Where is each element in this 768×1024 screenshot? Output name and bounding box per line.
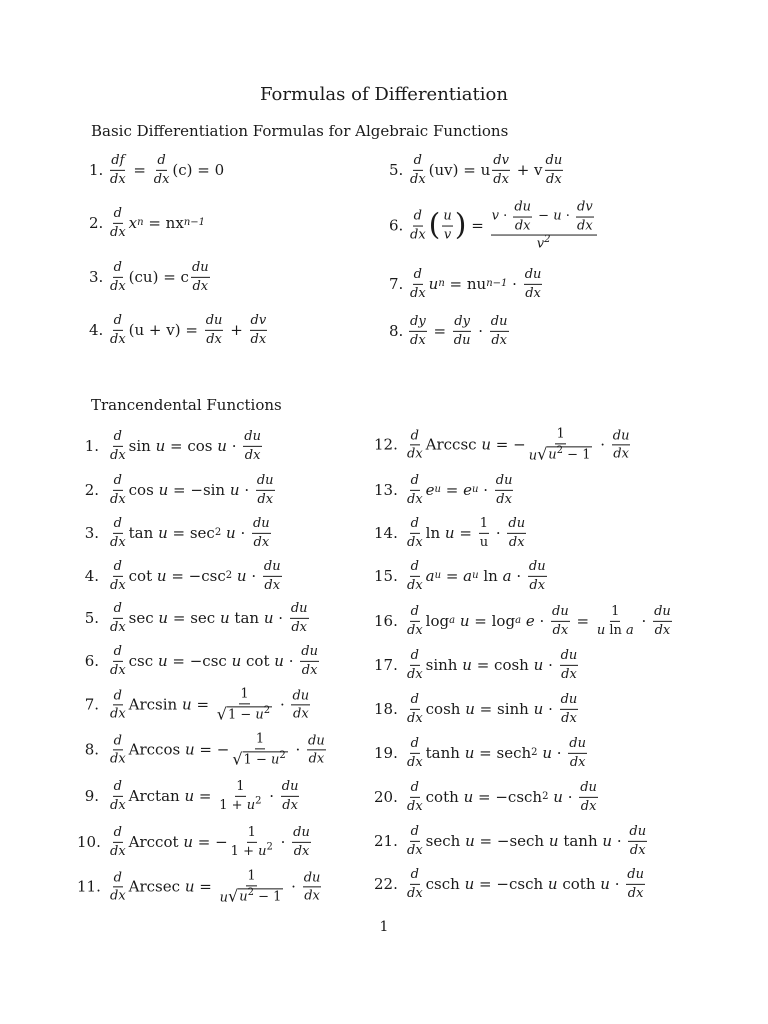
formula-trans-3: 3. d dx tan u = sec 2 u · du dx	[77, 517, 273, 549]
formula-basic-1: 1. $\frac{df}{dx}$ = $\frac{d}{dx}$ (c) = 0	[89, 152, 225, 187]
formula-trans-16: 16. d dx log a u = log a e · $\frac{du}{dx}$ = $\frac{1}{\text{u ln a}}$ · du dx	[374, 603, 671, 638]
section-heading-transcendental: Trancendental Functions	[91, 396, 282, 414]
formula-number: 11.	[77, 877, 101, 896]
formula-trans-22: 22. d dx csch u = − csch u coth u · du dx	[374, 866, 644, 901]
formula-trans-2: 2. d dx cos u = − sin u · du dx	[77, 474, 277, 506]
formula-trans-8: 8. d dx Arccos u = − 1 √ $1 - u^2$ · du dx	[77, 732, 328, 767]
formula-number: 6.	[389, 216, 404, 235]
formula-number: 12.	[374, 435, 398, 454]
formula-number: 8.	[84, 740, 99, 759]
fraction-quotient: v · du dx − u · dv dx $v^2$	[491, 201, 597, 252]
formula-trans-5: 5. d dx sec u = sec u tan u · du dx	[77, 602, 311, 634]
formula-number: 5.	[84, 608, 99, 627]
formula-number: 20.	[374, 787, 398, 806]
formula-trans-20: 20. d dx coth u = − csch 2 u · du dx	[374, 779, 597, 814]
formula-text: (c) = 0	[172, 160, 225, 179]
formula-trans-6: 6. d dx csc u = − csc u cot u · du dx	[77, 645, 321, 677]
formula-text: =	[428, 321, 451, 340]
formula-text: = nu	[444, 274, 487, 293]
formula-number: 7.	[84, 695, 99, 714]
formula-number: 1.	[89, 160, 104, 179]
section-heading-basic: Basic Differentiation Formulas for Algebraic Functions	[91, 122, 509, 140]
formula-number: 22.	[374, 874, 398, 893]
formula-number: 3.	[89, 267, 104, 286]
formula-number: 1.	[84, 436, 99, 455]
formula-text: = nx	[143, 213, 184, 232]
formula-basic-5: 5. d dx (uv) = u dv dx + v du dx	[389, 152, 563, 187]
formula-trans-21: 21. d dx sech u = − sech u tanh u · du dx	[374, 823, 647, 858]
formula-trans-18: 18. d dx cosh u = sinh u · du dx	[374, 691, 578, 726]
formula-number: 14.	[374, 523, 398, 542]
formula-number: 21.	[374, 831, 398, 850]
formula-trans-7: 7. d dx Arcsin u = 1 √ $1 - u^2$ · du dx	[77, 687, 312, 722]
formula-basic-3: 3. d dx (cu) = c du dx	[89, 259, 209, 294]
formula-basic-7: 7. d dx u n = nu n−1 · du dx	[389, 266, 542, 301]
formula-number: 10.	[77, 832, 101, 851]
formula-trans-19: 19. d dx tanh u = sech 2 u · du dx	[374, 735, 586, 770]
formula-text: (cu) = c	[128, 267, 189, 286]
formula-number: 2.	[84, 480, 99, 499]
formula-number: 8.	[389, 321, 404, 340]
formula-trans-17: 17. d dx sinh u = cosh u · du dx	[374, 647, 578, 682]
fraction: $\frac{df}{dx}$	[110, 152, 126, 187]
formula-number: 4.	[84, 566, 99, 585]
formula-text: (u + v) =	[128, 320, 203, 339]
formula-number: 6.	[84, 651, 99, 670]
formula-number: 19.	[374, 743, 398, 762]
formula-number: 3.	[84, 523, 99, 542]
formula-trans-4: 4. d dx cot u = − csc 2 u · du dx	[77, 560, 284, 592]
formula-number: 17.	[374, 655, 398, 674]
page-title: Formulas of Differentiation	[260, 84, 508, 105]
page-number: 1	[379, 919, 389, 935]
formula-number: 2.	[89, 213, 104, 232]
formula-trans-1: 1. d dx sin u = cos u · du dx	[77, 430, 264, 462]
formula-trans-10: 10. d dx Arccot u = − $\frac{1}{1 + u^2}$ · du dx	[77, 824, 310, 859]
formula-number: 15.	[374, 566, 398, 585]
formula-basic-4: 4. d dx (u + v) = $\frac{du}{dx}$ + $\frac{dv}{dx}$	[89, 312, 267, 347]
formula-number: 9.	[84, 786, 99, 805]
fraction: $\frac{d}{dx}$	[153, 152, 170, 187]
formula-trans-14: 14. d dx ln u = $\frac{1}{u}$ · du dx	[374, 515, 526, 550]
formula-number: 18.	[374, 699, 398, 718]
formula-number: 5.	[389, 160, 404, 179]
formula-basic-8: 8. $\frac{dy}{dx}$ = $\frac{dy}{du}$ · du dx	[389, 313, 508, 348]
formula-basic-2: 2. d dx x n = nx n−1	[89, 205, 205, 240]
formula-trans-12: 12. d dx Arccsc u = − 1 u √ $u^2 - 1$ · du dx	[374, 426, 630, 463]
formula-number: 16.	[374, 611, 398, 630]
formula-trans-15: 15. d dx a u = a u ln a · du dx	[374, 558, 546, 593]
formula-trans-9: 9. d dx Arctan u = $\frac{1}{1 + u^2}$ · du dx	[77, 780, 301, 812]
formula-number: 7.	[389, 274, 404, 293]
formula-text: (uv) = u	[428, 160, 491, 179]
formula-trans-13: 13. d dx e u = e u · du dx	[374, 472, 513, 507]
formula-number: 13.	[374, 480, 398, 499]
formula-trans-11: 11. d dx Arcsec u = 1 u √ $u^2 - 1$ · du dx	[77, 868, 321, 905]
formula-basic-6: 6. d dx ( u v ) = v · du dx − u · dv dx $v^2$	[389, 201, 599, 252]
formula-number: 4.	[89, 320, 104, 339]
